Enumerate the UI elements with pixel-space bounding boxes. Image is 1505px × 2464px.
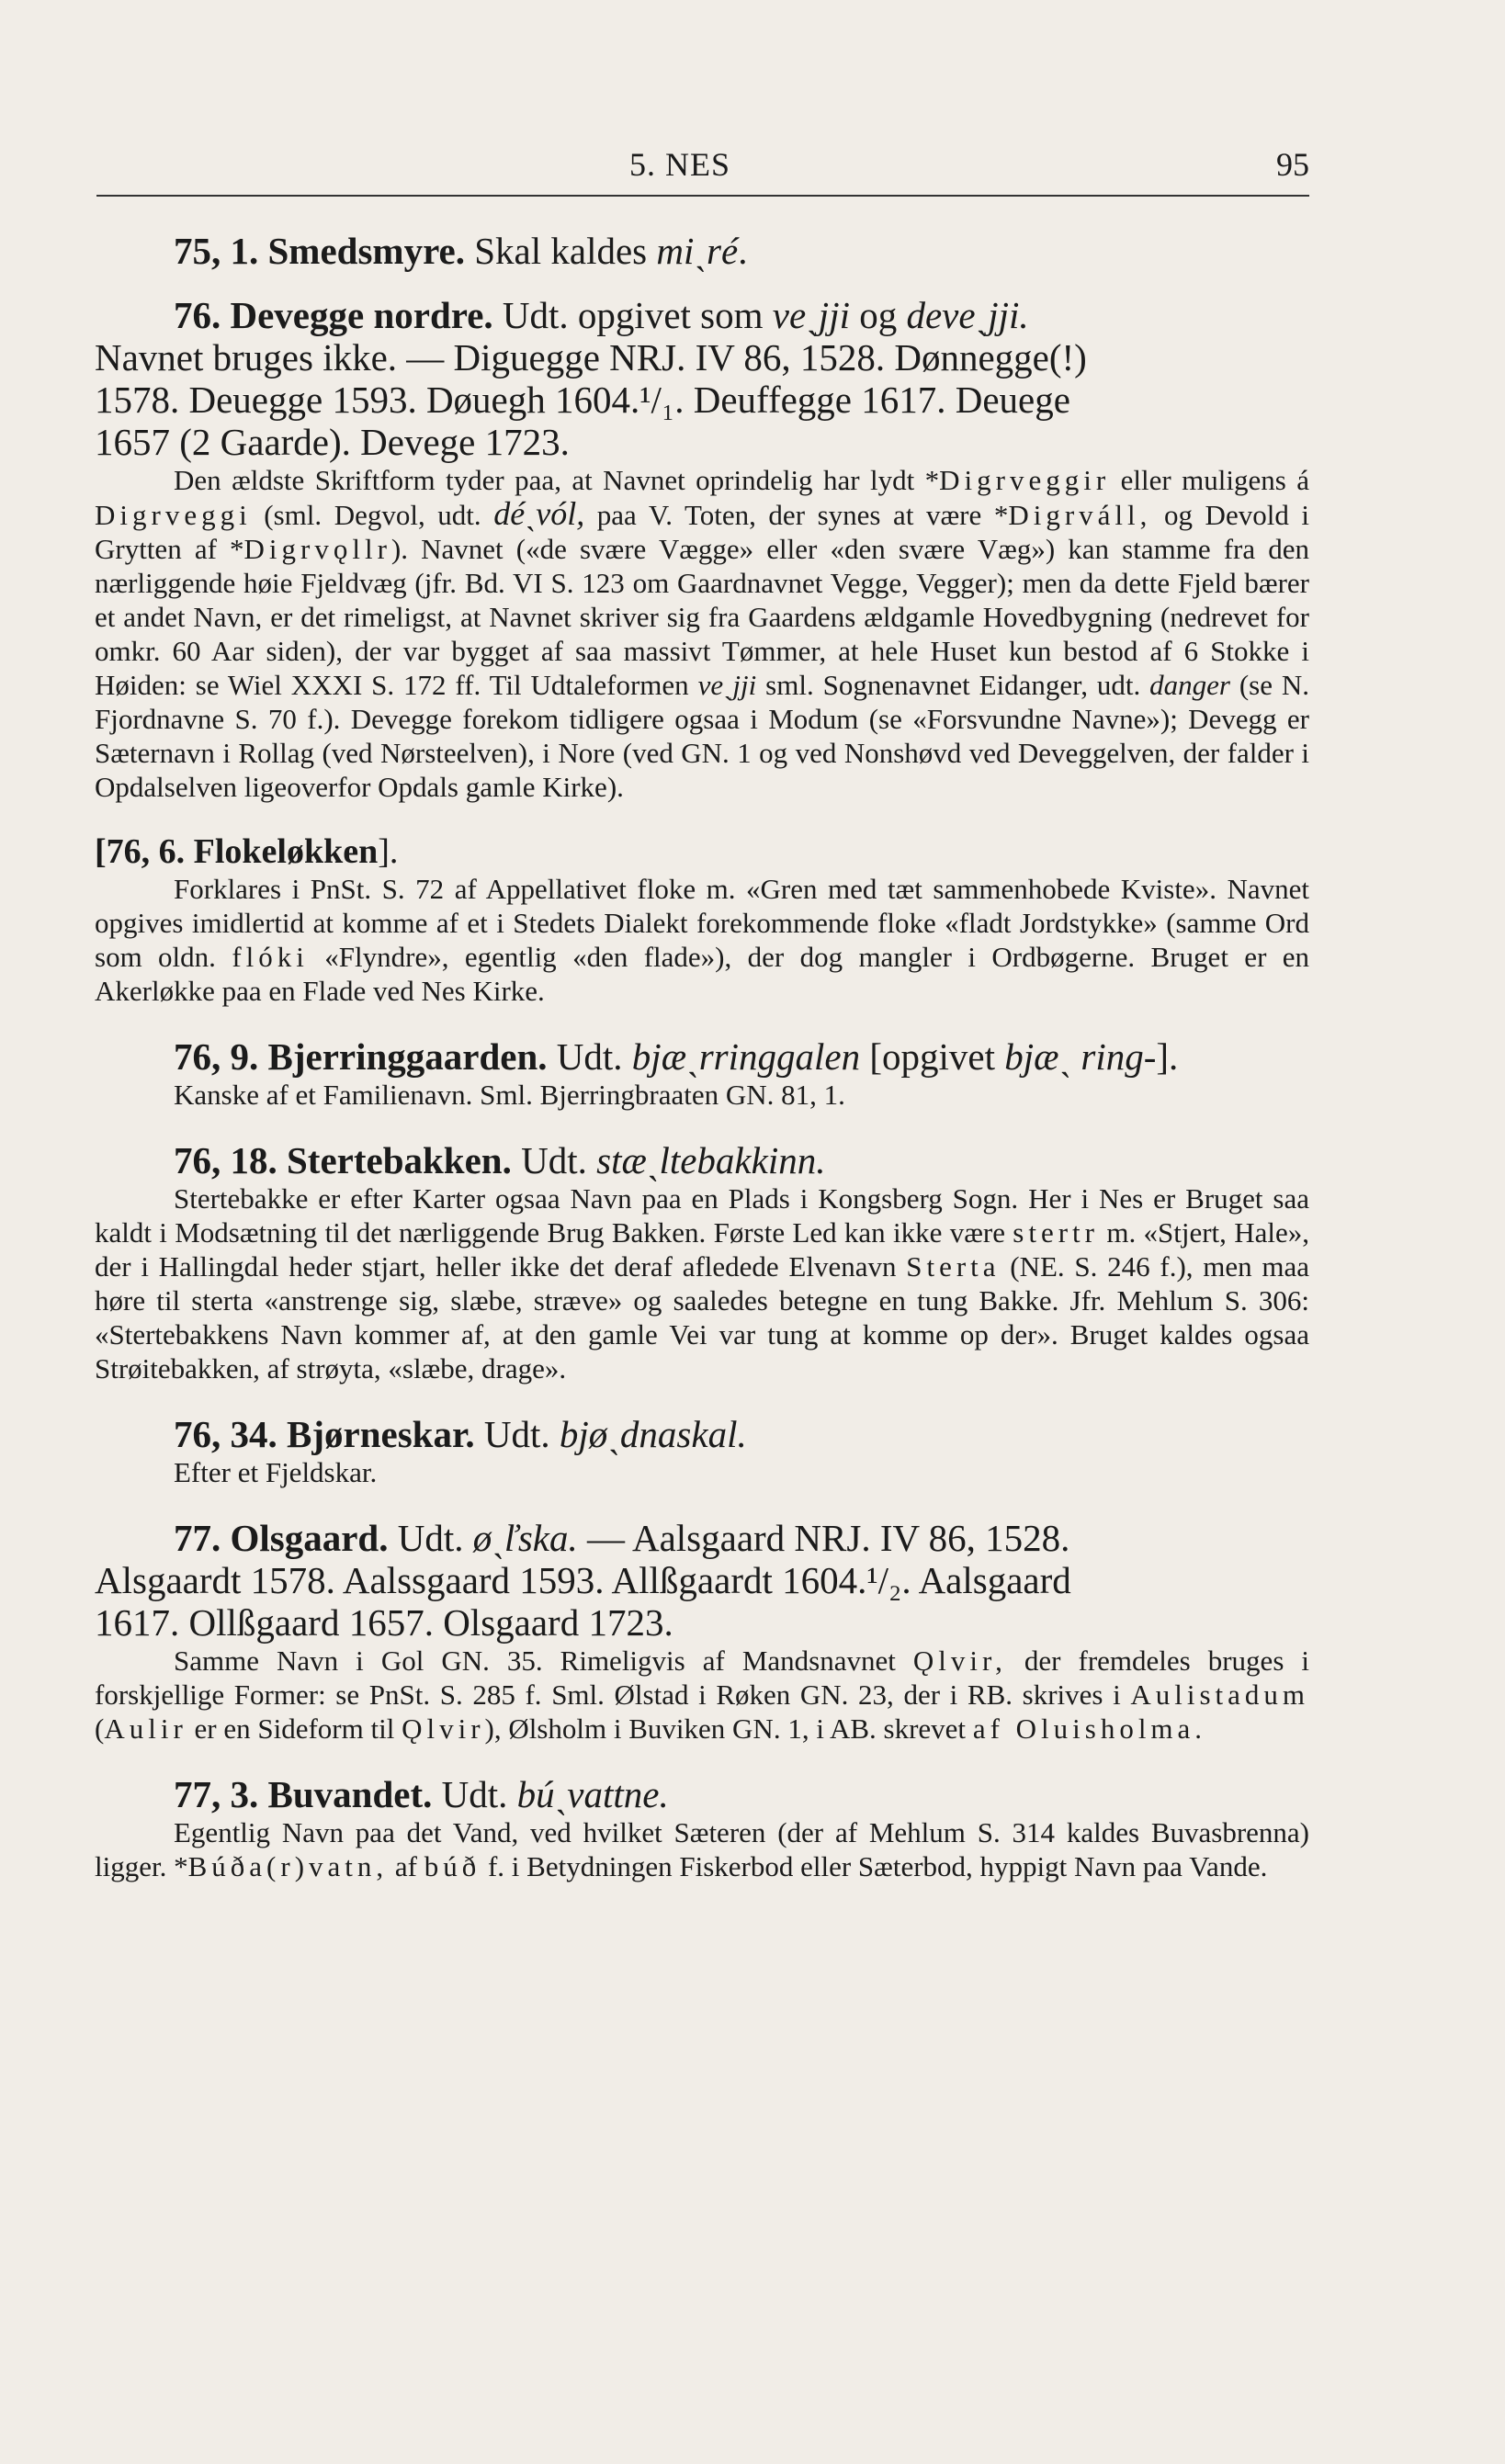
entry-number: 76, 18. (174, 1139, 277, 1181)
entry-text: ]. (1156, 1035, 1179, 1078)
header-rule (96, 195, 1309, 197)
entry-text: [opgivet (869, 1035, 995, 1078)
entry-number: [76, 6. (95, 832, 186, 871)
text-run: og Devold i Grytten af * (95, 499, 1310, 565)
spaced-form: Aulistadum (1130, 1678, 1310, 1711)
text-run: er en Sideform til (194, 1712, 395, 1745)
entry-number: 77. (174, 1517, 221, 1559)
pronunciation: øˎľska. (472, 1517, 578, 1559)
spacer (95, 1385, 1309, 1413)
text-run: Forklares i PnSt. S. 72 af Appellativet floke m. «Gren med tæt sammenhobede Kviste». Navnet opgives imidlertid at komme af et i Stedets Dialekt forekommende floke «fladt Jordstykke» (samme Ord som oldn. (95, 873, 1309, 973)
text-run: Den ældste Skriftform tyder paa, at Navnet oprindelig har lydt * (174, 464, 940, 496)
pronunciation: veˎjji (772, 294, 850, 336)
entry-paragraph: Kanske af et Familienavn. Sml. Bjerringbraaten GN. 81, 1. (174, 1079, 845, 1111)
text-run: Egentlig Navn paa det Vand, ved hvilket Sæteren (der af Mehlum S. 314 kaldes Buvasbrenna) ligger. * (95, 1816, 1309, 1882)
entry-paragraph (95, 1815, 1309, 1883)
entry-number: 76. (174, 294, 221, 336)
entry-text: og (859, 294, 898, 336)
pronunciation: danger (1149, 669, 1230, 701)
entry-heading (95, 230, 1309, 272)
entry-paragraph: Efter et Fjeldskar. (174, 1456, 378, 1488)
spacer (95, 1746, 1309, 1773)
entry-name: Buvandet. (267, 1773, 433, 1815)
text-run: eller muligens á (1120, 464, 1309, 496)
entry-75-1 (95, 230, 1309, 272)
entry-77 (95, 1517, 1309, 1746)
entry-heading (95, 1139, 1309, 1181)
spacer (95, 1489, 1309, 1517)
spacer (95, 804, 1309, 831)
entry-heading (95, 1773, 1309, 1815)
entry-76-6 (95, 831, 1309, 1008)
entry-76-9 (95, 1035, 1309, 1112)
entry-76-34 (95, 1413, 1309, 1489)
text-run: (NE. S. 246 f.), men maa høre til sterta «anstrenge sig, slæbe, stræve» og saaledes betegne en tung Bakke. Jfr. Mehlum S. 306: «Stertebakkens Navn kommer af, at den gamle Vei var tung at komme op der». Bruget kaldes ogsaa Strøitebakken, af strøyta, «slæbe, drage». (95, 1250, 1309, 1385)
text-run: Stertebakke er efter Karter ogsaa Navn paa en Plads i Kongsberg Sogn. Her i Nes er Bruget saa kaldt i Modsætning til det nærliggende Brug Bakken. Første Led kan ikke være (95, 1182, 1309, 1249)
entry-name: Bjørneskar. (287, 1413, 475, 1455)
entry-name: Smedsmyre. (267, 230, 465, 272)
text-run: af (394, 1850, 417, 1882)
pronunciation: bjøˎdnaskal. (559, 1413, 747, 1455)
forms-line: 1578. Deuegge 1593. Døuegh 1604.¹/₁. Deuffegge 1617. Deuege (95, 379, 1070, 421)
entry-77-3 (95, 1773, 1309, 1883)
text-run: ), Ølsholm i Buviken GN. 1, i AB. skrevet (484, 1712, 967, 1745)
entry-text: Udt. (521, 1139, 587, 1181)
entry-name: Stertebakken. (287, 1139, 512, 1181)
pronunciation: deveˎjji. (906, 294, 1029, 336)
spaced-form: Sterta (906, 1250, 1001, 1283)
entry-text: ]. (378, 832, 399, 871)
entry-heading (95, 831, 1309, 872)
text-run: «Flyndre», egentlig «den flade»), der dog mangler i Ordbøgerne. Bruget er en Akerløkke paa en Flade ved Nes Kirke. (95, 941, 1310, 1007)
running-header (96, 145, 1309, 191)
entry-heading (95, 1517, 1309, 1559)
entry-text: Skal kaldes (474, 230, 648, 272)
spaced-form: stertr (1013, 1216, 1099, 1249)
document-body (95, 230, 1309, 1883)
entry-number: 76, 34. (174, 1413, 277, 1455)
entry-name: Devegge nordre. (230, 294, 493, 336)
spacer (95, 1008, 1309, 1035)
entry-paragraph (95, 872, 1309, 1008)
pronunciation: veˎjji (697, 669, 757, 701)
pronunciation: bjæˎrringgalen (631, 1035, 861, 1078)
entry-text: Udt. (397, 1517, 464, 1559)
forms-line: Alsgaardt 1578. Aalssgaard 1593. Allßgaardt 1604.¹/₂. Aalsgaard (95, 1559, 1071, 1601)
entry-text: Udt. (556, 1035, 623, 1078)
entry-paragraph (95, 463, 1309, 804)
text-run: Samme Navn i Gol GN. 35. Rimeligvis af Mandsnavnet (174, 1645, 896, 1677)
entry-heading (95, 1035, 1309, 1078)
entry-name: Bjerringgaarden. (267, 1035, 548, 1078)
text-run: paa V. Toten, der synes at være * (596, 499, 1009, 531)
entry-paragraph (95, 1181, 1309, 1385)
pronunciation: stæˎltebakkinn. (596, 1139, 826, 1181)
spaced-form: flóki (232, 941, 309, 973)
entry-text: . (738, 230, 748, 272)
text-run: ( (95, 1712, 105, 1745)
forms-line: Navnet bruges ikke. — Diguegge NRJ. IV 86, 1528. Dønnegge(!) (95, 336, 1087, 379)
spacer (95, 272, 1309, 294)
spaced-form: búð (424, 1850, 481, 1882)
text-run: m. «Stjert, Hale», der i Hallingdal heder stjart, heller ikke det deraf afledede Elvenavn (95, 1216, 1310, 1283)
entry-name: Flokeløkken (193, 832, 379, 871)
entry-76 (95, 294, 1309, 804)
text-run: der fremdeles bruges i forskjellige Former: se PnSt. S. 285 f. Sml. Ølstad i Røken GN. 23, der i RB. skrives i (95, 1645, 1310, 1711)
text-run: (se N. Fjordnavne S. 70 f.). Devegge forekom tidligere ogsaa i Modum (se «Forsvundne Navne»); Devegg er Sæternavn i Rollag (ved Nørsteelven), i Nore (ved GN. 1 og ved Nonshøvd ved Deveggelven, der falder i Opdalselven ligeoverfor Opdals gamle Kirke). (95, 669, 1310, 803)
entry-text: Udt. opgivet som (502, 294, 764, 336)
spaced-form: af Oluisholma. (972, 1712, 1207, 1745)
spaced-form: Digrveggi (95, 499, 252, 531)
entry-76-18 (95, 1139, 1309, 1385)
pronunciation: bjæˎ ring- (1004, 1035, 1157, 1078)
entry-heading (95, 294, 1309, 336)
text-run: ). Navnet («de svære Vægge» eller «den svære Væg») kan stamme fra den nærliggende høie Fjeldvæg (jfr. Bd. VI S. 123 om Gaardnavnet Vegge, Vegger); men da dette Fjeld bærer et andet Navn, er det rimeligst, at Navnet skriver sig fra Gaardens ældgamle Hovedbygning (nedrevet for omkr. 60 Aar siden), der var bygget af saa massivt Tømmer, at hele Huset kun bestod af 6 Stokke i Høiden: se Wiel XXXI S. 172 ff. Til Udtaleformen (95, 533, 1309, 701)
spaced-form: Búða(r)vatn, (187, 1850, 389, 1882)
text-run: sml. Sognenavnet Eidanger, udt. (765, 669, 1141, 701)
spaced-form: Aulir (104, 1712, 187, 1745)
entry-text: Udt. (441, 1773, 508, 1815)
pronunciation: miˎré (656, 230, 739, 272)
spaced-form: Digrváll, (1008, 499, 1152, 531)
pronunciation: déˎvól, (493, 495, 585, 532)
entry-text: — Aalsgaard NRJ. IV 86, 1528. (586, 1517, 1070, 1559)
entry-paragraph (95, 1644, 1309, 1746)
spaced-form: Digrveggir (939, 464, 1111, 496)
spacer (95, 1112, 1309, 1139)
entry-name: Olsgaard. (230, 1517, 389, 1559)
spaced-form: Ǫlvir (402, 1712, 485, 1745)
entry-text: Udt. (483, 1413, 550, 1455)
text-run: (sml. Degvol, udt. (264, 499, 481, 531)
pronunciation: búˎvattne. (516, 1773, 669, 1815)
page-number: 95 (1276, 146, 1309, 183)
text-run: f. i Betydningen Fiskerbod eller Sæterbod, hyppigt Navn paa Vande. (487, 1850, 1268, 1882)
chapter-title: 5. NES (629, 146, 731, 183)
spaced-form: Digrvǫllr (243, 533, 391, 565)
forms-line: 1657 (2 Gaarde). Devege 1723. (95, 421, 570, 463)
entry-number: 75, 1. (174, 230, 259, 272)
forms-line: 1617. Ollßgaard 1657. Olsgaard 1723. (95, 1601, 673, 1644)
entry-number: 76, 9. (174, 1035, 259, 1078)
entry-number: 77, 3. (174, 1773, 259, 1815)
spaced-form: Ǫlvir, (912, 1645, 1007, 1677)
entry-heading (95, 1413, 1309, 1455)
